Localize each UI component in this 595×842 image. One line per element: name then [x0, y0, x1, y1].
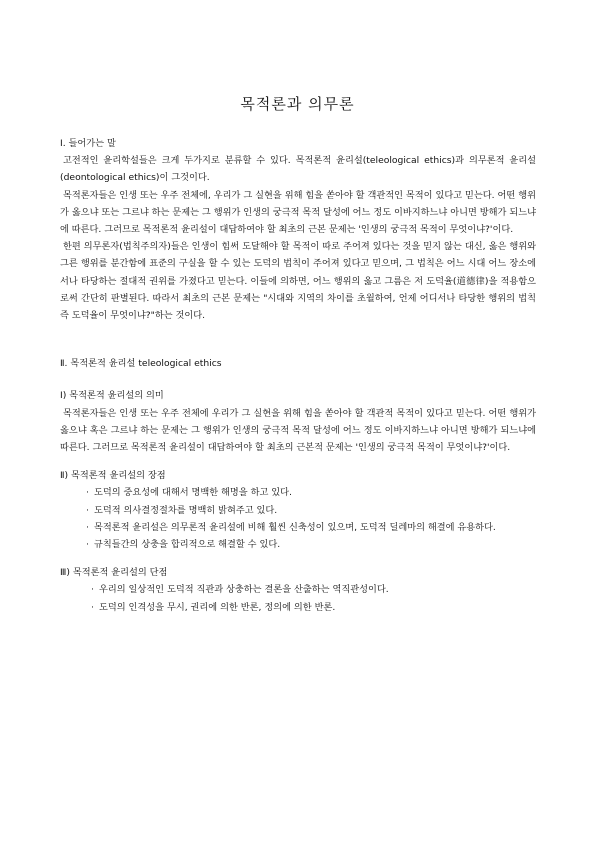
intro-paragraph-1: 고전적인 윤리학설들은 크게 두가지로 분류할 수 있다. 목적론적 윤리설(teleological ethics)과 의무론적 윤리설(deontological ethics)이 그것이다. — [60, 155, 536, 184]
spacer — [60, 372, 536, 387]
list-item: · 도덕의 인격성을 무시, 권리에 의한 반론, 정의에 의한 반론. — [91, 599, 536, 616]
intro-paragraph-3: 한편 의무론자(법칙주의자)들은 인생이 힘써 도달해야 할 목적이 따로 주어져 있다는 것을 믿지 않는 대신, 옳은 행위와 그른 행위를 분간함에 표준의 구실을 할 수 있는 도덕의 법칙이 주어져 있다고 믿으며, 그 법칙은 어느 시대 어느 장소에서나 타당하는 절대적 권위를 가졌다고 믿는다. 이들에 의하면, 어느 행위의 옳고 그름은 저 도덕율(道德律)을 적용함으로써 간단히 판별된다. 따라서 최초의 근본 문제는 "시대와 지역의 차이를 초월하여, 언제 어디서나 타당한 행위의 법칙 즉 도덕율이 무엇이냐?"하는 것이다. — [60, 241, 536, 322]
list-item: · 목적론적 윤리설은 의무론적 윤리설에 비해 훨씬 신축성이 있으며, 도덕적 딜레마의 해결에 유용하다. — [86, 519, 536, 536]
spacer — [60, 456, 536, 467]
list-item: · 도덕적 의사결정절차를 명백히 밝혀주고 있다. — [86, 502, 536, 519]
weaknesses-list — [60, 581, 536, 615]
strengths-list — [60, 484, 536, 553]
list-item: · 우리의 일상적인 도덕적 직관과 상충하는 결론을 산출하는 역직관성이다. — [91, 581, 536, 598]
section-heading-intro: Ⅰ. 들어가는 말 — [60, 138, 116, 149]
page-title: 목적론과 의무론 — [240, 95, 355, 113]
spacer — [60, 324, 536, 355]
document-body — [60, 135, 536, 616]
list-item: · 규칙들간의 상충을 합리적으로 해결할 수 있다. — [86, 536, 536, 553]
subsection-heading-weaknesses: Ⅲ) 목적론적 윤리설의 단점 — [60, 567, 168, 579]
section-heading-teleological: Ⅱ. 목적론적 윤리설 teleological ethics — [60, 358, 222, 370]
subsection-heading-strengths: Ⅱ) 목적론적 윤리설의 장점 — [60, 470, 166, 482]
intro-paragraph-2: 목적론자들은 인생 또는 우주 전체에, 우리가 그 실현을 위해 힘을 쏟아야 할 객관적인 목적이 있다고 믿는다. 어떤 행위가 옳으냐 또는 그르냐 하는 문제는 그 행위가 인생의 궁극적 목적 달성에 어느 정도 이바지하느냐 아니면 방해가 되느냐에 따른다. 그러므로 목적론적 윤리설이 대답하여야 할 최초의 근본 문제는 '인생의 궁극적 목적이 무엇이냐?'이다. — [60, 189, 536, 236]
list-item: · 도덕의 중요성에 대해서 명백한 해명을 하고 있다. — [86, 484, 536, 501]
spacer — [60, 553, 536, 564]
meaning-paragraph: 목적론자들은 인생 또는 우주 전체에 우리가 그 실현을 위해 힘을 쏟아야 할 객관적 목적이 있다고 믿는다. 어떤 행위가 옳으냐 혹은 그르냐 하는 문제는 그 행위가 인생의 궁극적 목적 달성에 어느 정도 이바지하느냐 아니면 방해가 되느냐에 따른다. 그러므로 목적론적 윤리설이 대답하여야 할 최초의 근본적 문제는 '인생의 궁극적 목적이 무엇이냐?'이다. — [60, 407, 536, 454]
subsection-heading-meaning: Ⅰ) 목적론적 윤리설의 의미 — [60, 390, 164, 402]
